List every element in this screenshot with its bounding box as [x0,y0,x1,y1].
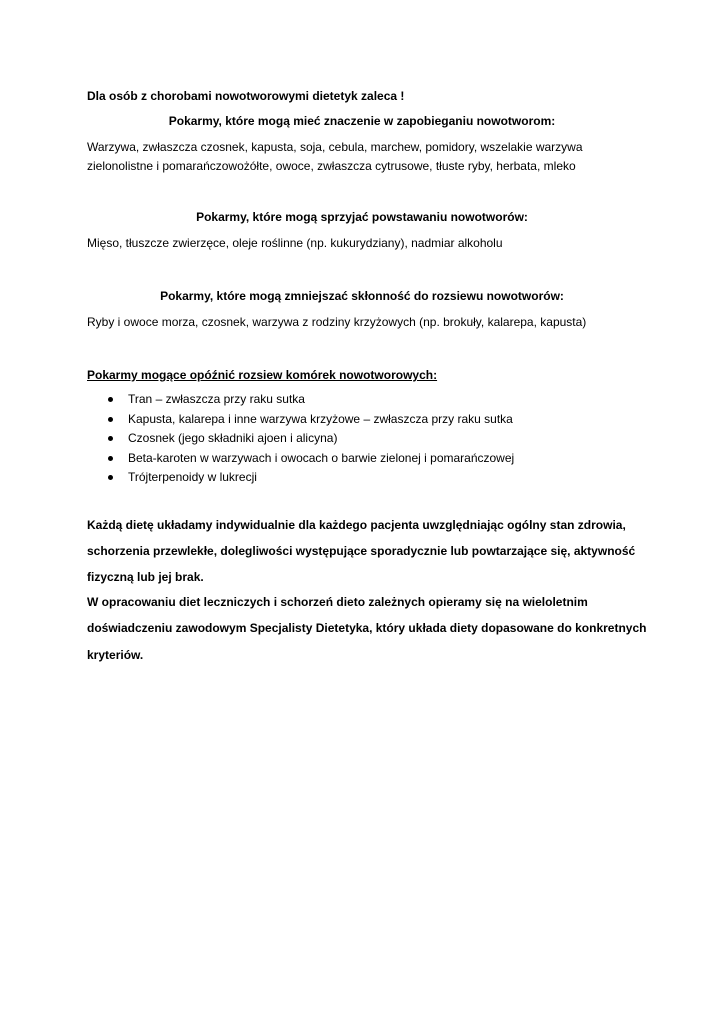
section-text-prevention-line-1: Warzywa, zwłaszcza czosnek, kapusta, soja, cebula, marchew, pomidory, wszelakie warzywa [87,140,583,154]
bullet-dot-icon [108,417,113,422]
section-heading-metastasis: Pokarmy, które mogą zmniejszać skłonność do rozsiewu nowotworów: [160,289,564,303]
bullet-dot-icon [108,475,113,480]
bullet-list [108,390,514,488]
closing-line-2: schorzenia przewlekłe, dolegliwości występujące sporadycznie lub powtarzające się, aktywność [87,544,636,558]
closing-line-3: fizyczną lub jej brak. [87,570,204,584]
list-item: Beta-karoten w warzywach i owocach o barwie zielonej i pomarańczowej [108,449,514,469]
closing-line-5: doświadczeniu zawodowym Specjalisty Dietetyka, który układa diety dopasowane do konkretnych [87,621,647,635]
bullet-dot-icon [108,397,113,402]
list-item: Czosnek (jego składniki ajoen i alicyna) [108,429,514,449]
section-heading-promotion: Pokarmy, które mogą sprzyjać powstawaniu nowotworów: [196,210,528,224]
closing-line-1: Każdą dietę układamy indywidualnie dla każdego pacjenta uwzględniając ogólny stan zdrowia, [87,518,626,532]
list-item: Tran – zwłaszcza przy raku sutka [108,390,514,410]
list-heading: Pokarmy mogące opóźnić rozsiew komórek nowotworowych: [87,368,438,382]
closing-line-4: W opracowaniu diet leczniczych i schorzeń dieto zależnych opieramy się na wieloletnim [87,595,588,609]
closing-line-6: kryteriów. [87,648,144,662]
bullet-dot-icon [108,436,113,441]
bullet-dot-icon [108,456,113,461]
section-text-metastasis: Ryby i owoce morza, czosnek, warzywa z rodziny krzyżowych (np. brokuły, kalarepa, kapusta) [87,315,587,329]
list-item: Trójterpenoidy w lukrecji [108,468,514,488]
section-text-prevention-line-2: zielonolistne i pomarańczowożółte, owoce, zwłaszcza cytrusowe, tłuste ryby, herbata, mleko [87,159,576,173]
section-heading-prevention: Pokarmy, które mogą mieć znaczenie w zapobieganiu nowotworom: [168,114,556,128]
list-item: Kapusta, kalarepa i inne warzywa krzyżowe – zwłaszcza przy raku sutka [108,410,514,430]
intro-line: Dla osób z chorobami nowotworowymi dietetyk zaleca ! [87,89,405,103]
section-text-promotion: Mięso, tłuszcze zwierzęce, oleje roślinne (np. kukurydziany), nadmiar alkoholu [87,236,503,250]
